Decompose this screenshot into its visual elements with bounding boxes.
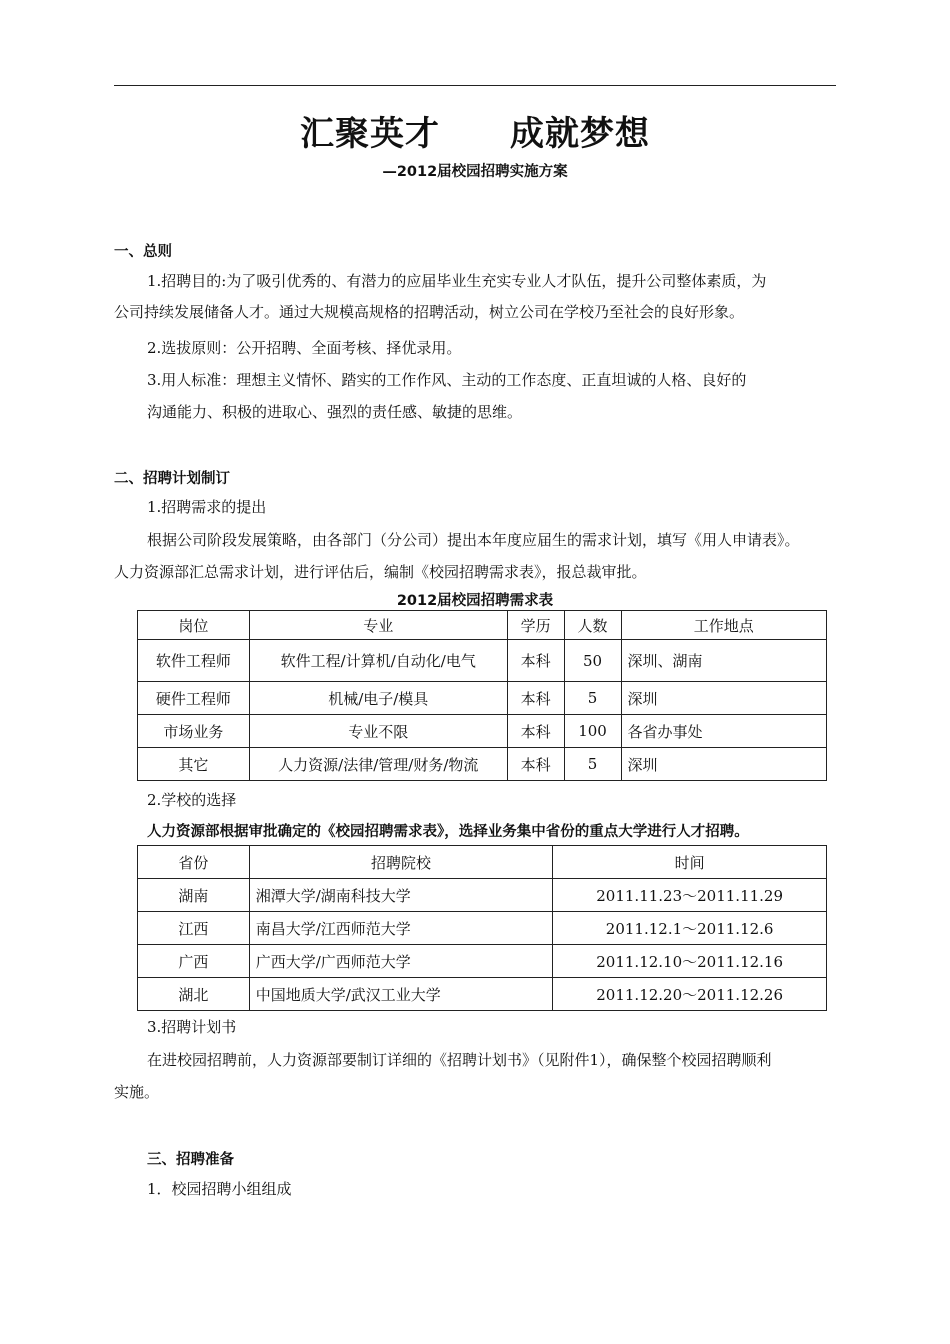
table-cell: 硬件工程师: [138, 682, 250, 715]
table-cell: 5: [564, 748, 621, 781]
table-cell: 5: [564, 682, 621, 715]
paragraph-standard-line1: 3.用人标准：理想主义情怀、踏实的工作作风、主动的工作态度、正直坦诚的人格、良好的: [147, 371, 747, 389]
table-row: [138, 879, 827, 912]
demand-table: [137, 610, 827, 781]
subheading-plan-document: 3.招聘计划书: [147, 1018, 237, 1036]
table-header-row: [138, 611, 827, 640]
table-header-cell: 专业: [249, 611, 507, 640]
table-cell: 机械/电子/模具: [249, 682, 507, 715]
table-row: [138, 682, 827, 715]
table-row: [138, 748, 827, 781]
table-row: [138, 945, 827, 978]
table-cell: 本科: [507, 715, 564, 748]
table-cell: 本科: [507, 682, 564, 715]
table-cell: 2011.12.20～2011.12.26: [553, 978, 827, 1011]
table-cell: 人力资源/法律/管理/财务/物流: [249, 748, 507, 781]
subheading-school-selection: 2.学校的选择: [147, 791, 237, 809]
paragraph-demand-line2: 人力资源部汇总需求计划，进行评估后，编制《校园招聘需求表》，报总裁审批。: [114, 563, 647, 581]
table-cell: 其它: [138, 748, 250, 781]
table-row: [138, 978, 827, 1011]
table-header-cell: 岗位: [138, 611, 250, 640]
schools-table: [137, 845, 827, 1011]
paragraph-principle: 2.选拔原则：公开招聘、全面考核、择优录用。: [147, 339, 462, 357]
table-cell: 广西大学/广西师范大学: [249, 945, 553, 978]
table-cell: 50: [564, 640, 621, 682]
table-caption-demand: 2012届校园招聘需求表: [396, 593, 554, 609]
table-cell: 2011.12.1～2011.12.6: [553, 912, 827, 945]
table-cell: 2011.11.23～2011.11.29: [553, 879, 827, 912]
table-cell: 本科: [507, 748, 564, 781]
section-heading-general: 一、总则: [114, 244, 172, 260]
table-header-cell: 学历: [507, 611, 564, 640]
paragraph-school-selection: 人力资源部根据审批确定的《校园招聘需求表》，选择业务集中省份的重点大学进行人才招聘。: [147, 824, 749, 840]
table-row: [138, 640, 827, 682]
table-cell: 江西: [138, 912, 250, 945]
page-subtitle: —2012届校园招聘实施方案: [382, 164, 568, 180]
table-header-cell: 省份: [138, 846, 250, 879]
table-cell: 各省办事处: [621, 715, 827, 748]
table-cell: 市场业务: [138, 715, 250, 748]
table-cell: 2011.12.10～2011.12.16: [553, 945, 827, 978]
table-row: [138, 715, 827, 748]
table-header-cell: 人数: [564, 611, 621, 640]
table-header-cell: 工作地点: [621, 611, 827, 640]
table-header-cell: 招聘院校: [249, 846, 553, 879]
paragraph-plan-line1: 在进校园招聘前，人力资源部要制订详细的《招聘计划书》（见附件1），确保整个校园招聘顺利: [147, 1051, 772, 1069]
table-header-cell: 时间: [553, 846, 827, 879]
section-heading-plan: 二、招聘计划制订: [114, 471, 230, 487]
section-heading-preparation: 三、招聘准备: [147, 1152, 234, 1168]
paragraph-demand-line1: 根据公司阶段发展策略，由各部门（分公司）提出本年度应届生的需求计划，填写《用人申请表》。: [147, 531, 800, 549]
paragraph-plan-line2: 实施。: [114, 1083, 160, 1101]
table-row: [138, 912, 827, 945]
table-cell: 100: [564, 715, 621, 748]
subheading-team: 1．校园招聘小组组成: [147, 1180, 292, 1198]
table-cell: 深圳、湖南: [621, 640, 827, 682]
table-cell: 湘潭大学/湖南科技大学: [249, 879, 553, 912]
table-header-row: [138, 846, 827, 879]
table-cell: 软件工程师: [138, 640, 250, 682]
paragraph-standard-line2: 沟通能力、积极的进取心、强烈的责任感、敏捷的思维。: [147, 403, 523, 421]
paragraph-purpose-line1: 1.招聘目的:为了吸引优秀的、有潜力的应届毕业生充实专业人才队伍，提升公司整体素质，为: [147, 272, 767, 290]
table-cell: 中国地质大学/武汉工业大学: [249, 978, 553, 1011]
table-cell: 湖南: [138, 879, 250, 912]
table-cell: 深圳: [621, 748, 827, 781]
subheading-demand: 1.招聘需求的提出: [147, 498, 267, 516]
table-cell: 本科: [507, 640, 564, 682]
page-title: 汇聚英才 成就梦想: [300, 114, 650, 154]
table-cell: 专业不限: [249, 715, 507, 748]
table-cell: 软件工程/计算机/自动化/电气: [249, 640, 507, 682]
table-cell: 广西: [138, 945, 250, 978]
table-cell: 深圳: [621, 682, 827, 715]
paragraph-purpose-line2: 公司持续发展储备人才。通过大规模高规格的招聘活动，树立公司在学校乃至社会的良好形象。: [114, 303, 745, 321]
header-rule: [114, 85, 836, 86]
table-cell: 湖北: [138, 978, 250, 1011]
table-cell: 南昌大学/江西师范大学: [249, 912, 553, 945]
